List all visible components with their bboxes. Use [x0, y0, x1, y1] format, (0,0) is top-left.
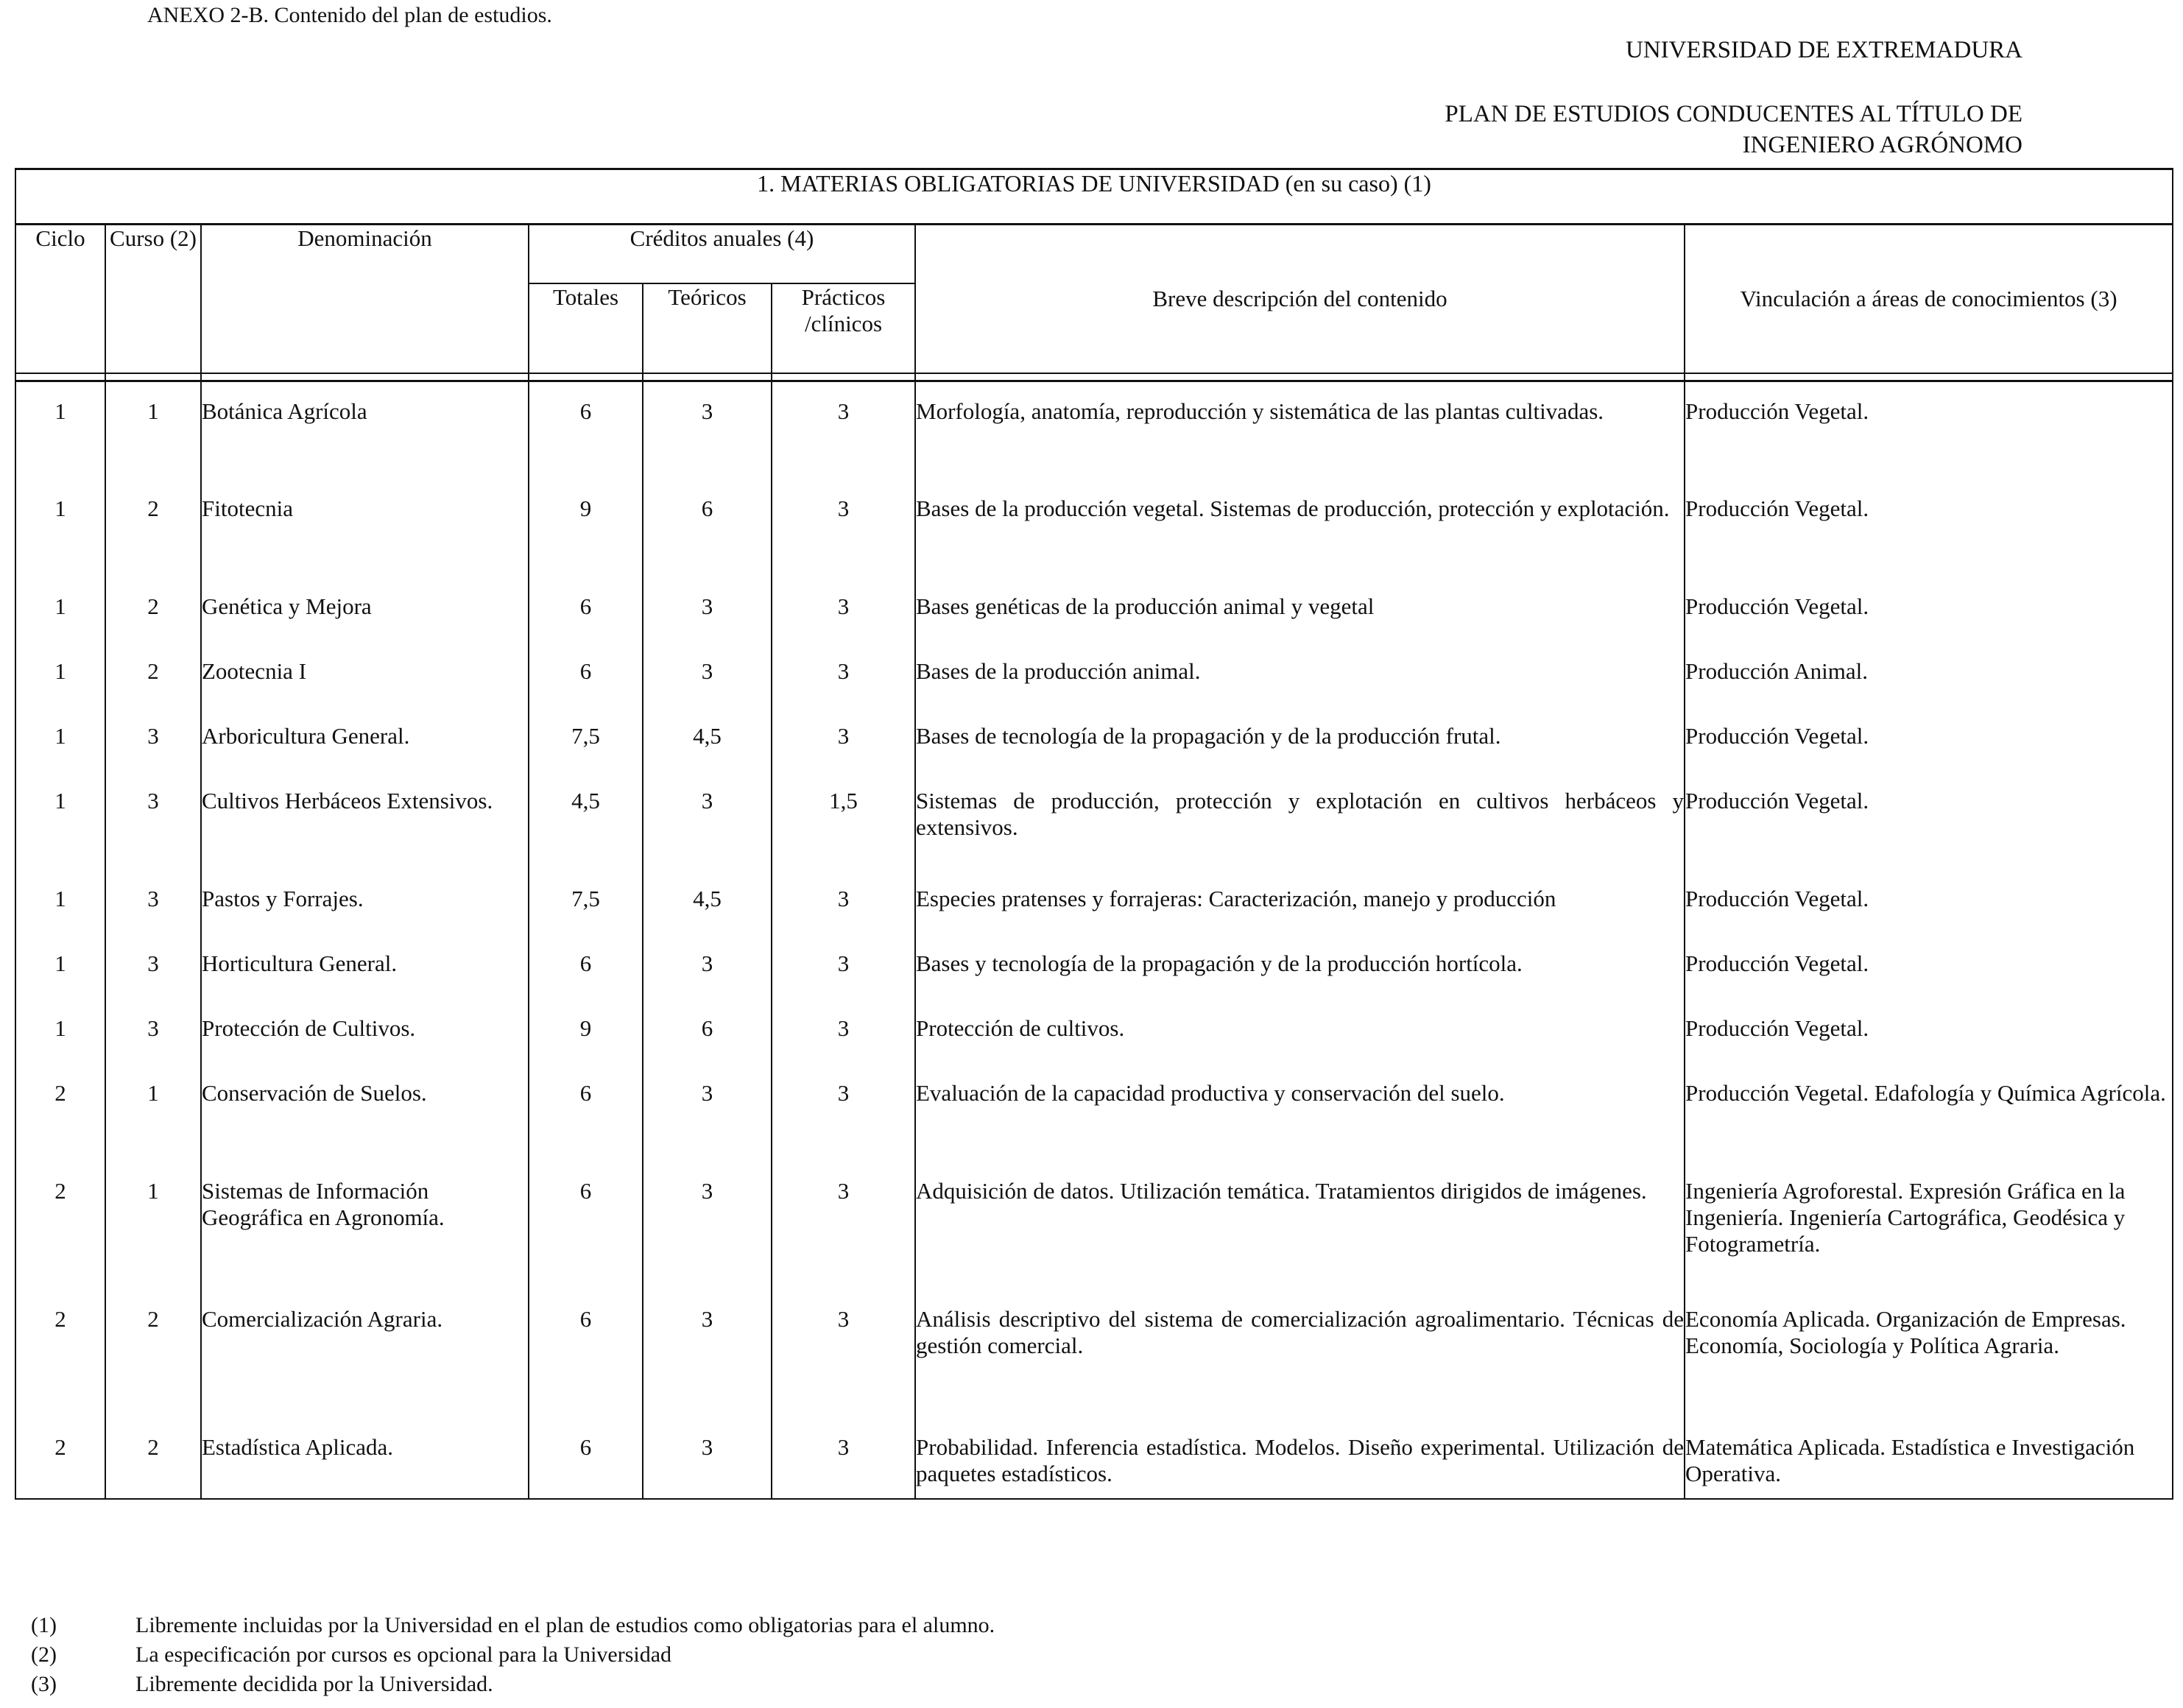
cell-teoricos: 3 — [643, 1290, 772, 1418]
table-title: 1. MATERIAS OBLIGATORIAS DE UNIVERSIDAD (en su caso) (1) — [15, 169, 2173, 225]
cell-teoricos: 6 — [643, 479, 772, 577]
col-teoricos: Teóricos — [643, 283, 772, 373]
col-totales: Totales — [529, 283, 643, 373]
cell-totales: 6 — [529, 934, 643, 999]
cell-curso: 3 — [105, 934, 201, 999]
cell-totales: 4,5 — [529, 772, 643, 869]
cell-vinculacion: Producción Vegetal. — [1685, 707, 2173, 772]
subjects-table — [15, 168, 2173, 1500]
cell-curso: 1 — [105, 1064, 201, 1162]
cell-vinculacion: Producción Vegetal. — [1685, 999, 2173, 1064]
table-row — [15, 1064, 2173, 1162]
cell-ciclo: 2 — [15, 1418, 105, 1499]
cell-denominacion: Pastos y Forrajes. — [201, 869, 529, 934]
table-row — [15, 1418, 2173, 1499]
col-creditos: Créditos anuales (4) — [529, 225, 915, 284]
cell-vinculacion: Matemática Aplicada. Estadística e Investigación Operativa. — [1685, 1418, 2173, 1499]
footnotes — [31, 1611, 995, 1699]
cell-curso: 3 — [105, 999, 201, 1064]
cell-practicos: 3 — [772, 1418, 915, 1499]
cell-ciclo: 1 — [15, 642, 105, 707]
plan-title — [1445, 99, 2022, 160]
cell-practicos: 3 — [772, 869, 915, 934]
table-row — [15, 642, 2173, 707]
cell-teoricos: 3 — [643, 1418, 772, 1499]
cell-descripcion: Especies pratenses y forrajeras: Caracterización, manejo y producción — [915, 869, 1685, 934]
annex-title: ANEXO 2-B. Contenido del plan de estudios. — [147, 3, 552, 27]
cell-ciclo: 1 — [15, 381, 105, 479]
cell-practicos: 3 — [772, 642, 915, 707]
cell-ciclo: 2 — [15, 1064, 105, 1162]
cell-curso: 2 — [105, 1290, 201, 1418]
cell-practicos: 3 — [772, 1064, 915, 1162]
cell-practicos: 1,5 — [772, 772, 915, 869]
cell-descripcion: Bases de tecnología de la propagación y de la producción frutal. — [915, 707, 1685, 772]
cell-totales: 6 — [529, 381, 643, 479]
cell-totales: 7,5 — [529, 869, 643, 934]
cell-vinculacion: Producción Animal. — [1685, 642, 2173, 707]
cell-ciclo: 1 — [15, 934, 105, 999]
cell-denominacion: Genética y Mejora — [201, 577, 529, 642]
cell-vinculacion: Producción Vegetal. — [1685, 381, 2173, 479]
cell-descripcion: Sistemas de producción, protección y explotación en cultivos herbáceos y extensivos. — [915, 772, 1685, 869]
cell-curso: 3 — [105, 772, 201, 869]
cell-curso: 1 — [105, 1162, 201, 1290]
cell-denominacion: Botánica Agrícola — [201, 381, 529, 479]
cell-descripcion: Probabilidad. Inferencia estadística. Modelos. Diseño experimental. Utilización de paquetes estadísticos. — [915, 1418, 1685, 1499]
cell-vinculacion: Producción Vegetal. — [1685, 772, 2173, 869]
cell-totales: 6 — [529, 1418, 643, 1499]
cell-denominacion: Conservación de Suelos. — [201, 1064, 529, 1162]
cell-teoricos: 3 — [643, 772, 772, 869]
cell-ciclo: 2 — [15, 1162, 105, 1290]
table-row — [15, 1290, 2173, 1418]
cell-totales: 7,5 — [529, 707, 643, 772]
plan-title-line1: PLAN DE ESTUDIOS CONDUCENTES AL TÍTULO DE — [1445, 101, 2022, 127]
university-name: UNIVERSIDAD DE EXTREMADURA — [1626, 37, 2022, 63]
cell-practicos: 3 — [772, 934, 915, 999]
cell-practicos: 3 — [772, 999, 915, 1064]
col-ciclo: Ciclo — [15, 225, 105, 374]
cell-teoricos: 3 — [643, 934, 772, 999]
cell-curso: 2 — [105, 577, 201, 642]
footnote: (1) Libremente incluidas por la Universidad en el plan de estudios como obligatorias para el alumno. — [31, 1613, 995, 1637]
cell-vinculacion: Producción Vegetal. — [1685, 869, 2173, 934]
col-descripcion: Breve descripción del contenido — [915, 225, 1685, 374]
cell-vinculacion: Producción Vegetal. — [1685, 577, 2173, 642]
cell-denominacion: Horticultura General. — [201, 934, 529, 999]
table-row — [15, 934, 2173, 999]
cell-totales: 6 — [529, 1162, 643, 1290]
cell-totales: 6 — [529, 1290, 643, 1418]
cell-denominacion: Estadística Aplicada. — [201, 1418, 529, 1499]
cell-teoricos: 4,5 — [643, 869, 772, 934]
cell-denominacion: Comercialización Agraria. — [201, 1290, 529, 1418]
col-vinculacion: Vinculación a áreas de conocimientos (3) — [1685, 225, 2173, 374]
cell-ciclo: 1 — [15, 479, 105, 577]
table-row — [15, 999, 2173, 1064]
cell-teoricos: 3 — [643, 577, 772, 642]
cell-vinculacion: Ingeniería Agroforestal. Expresión Gráfica en la Ingeniería. Ingeniería Cartográfica, Geodésica y Fotogrametría. — [1685, 1162, 2173, 1290]
cell-practicos: 3 — [772, 707, 915, 772]
table-row — [15, 479, 2173, 577]
cell-teoricos: 6 — [643, 999, 772, 1064]
col-curso: Curso (2) — [105, 225, 201, 374]
cell-vinculacion: Producción Vegetal. Edafología y Química Agrícola. — [1685, 1064, 2173, 1162]
table-row — [15, 869, 2173, 934]
cell-ciclo: 1 — [15, 772, 105, 869]
cell-denominacion: Sistemas de Información Geográfica en Agronomía. — [201, 1162, 529, 1290]
cell-denominacion: Cultivos Herbáceos Extensivos. — [201, 772, 529, 869]
cell-teoricos: 4,5 — [643, 707, 772, 772]
cell-vinculacion: Producción Vegetal. — [1685, 479, 2173, 577]
col-practicos: Prácticos /clínicos — [772, 283, 915, 373]
cell-ciclo: 1 — [15, 869, 105, 934]
plan-title-line2: INGENIERO AGRÓNOMO — [1742, 132, 2022, 158]
cell-teoricos: 3 — [643, 1064, 772, 1162]
cell-curso: 2 — [105, 642, 201, 707]
cell-practicos: 3 — [772, 1162, 915, 1290]
cell-curso: 3 — [105, 707, 201, 772]
footnote: (2) La especificación por cursos es opcional para la Universidad — [31, 1642, 672, 1667]
cell-ciclo: 1 — [15, 707, 105, 772]
cell-denominacion: Zootecnia I — [201, 642, 529, 707]
table-row — [15, 772, 2173, 869]
cell-totales: 6 — [529, 642, 643, 707]
cell-teoricos: 3 — [643, 381, 772, 479]
cell-totales: 9 — [529, 999, 643, 1064]
cell-curso: 3 — [105, 869, 201, 934]
cell-descripcion: Bases de la producción animal. — [915, 642, 1685, 707]
cell-vinculacion: Producción Vegetal. — [1685, 934, 2173, 999]
footnote: (3) Libremente decidida por la Universidad. — [31, 1672, 493, 1696]
cell-descripcion: Adquisición de datos. Utilización temática. Tratamientos dirigidos de imágenes. — [915, 1162, 1685, 1290]
cell-curso: 2 — [105, 479, 201, 577]
table-row — [15, 577, 2173, 642]
cell-descripcion: Análisis descriptivo del sistema de comercialización agroalimentario. Técnicas de gestión comercial. — [915, 1290, 1685, 1418]
cell-teoricos: 3 — [643, 642, 772, 707]
cell-totales: 9 — [529, 479, 643, 577]
cell-practicos: 3 — [772, 381, 915, 479]
cell-descripcion: Bases genéticas de la producción animal y vegetal — [915, 577, 1685, 642]
cell-denominacion: Fitotecnia — [201, 479, 529, 577]
cell-descripcion: Morfología, anatomía, reproducción y sistemática de las plantas cultivadas. — [915, 381, 1685, 479]
cell-totales: 6 — [529, 577, 643, 642]
cell-ciclo: 1 — [15, 577, 105, 642]
cell-denominacion: Arboricultura General. — [201, 707, 529, 772]
table-row — [15, 707, 2173, 772]
cell-ciclo: 1 — [15, 999, 105, 1064]
cell-practicos: 3 — [772, 1290, 915, 1418]
cell-descripcion: Bases y tecnología de la propagación y de la producción hortícola. — [915, 934, 1685, 999]
cell-descripcion: Protección de cultivos. — [915, 999, 1685, 1064]
cell-curso: 1 — [105, 381, 201, 479]
cell-totales: 6 — [529, 1064, 643, 1162]
cell-practicos: 3 — [772, 479, 915, 577]
cell-denominacion: Protección de Cultivos. — [201, 999, 529, 1064]
col-denominacion: Denominación — [201, 225, 529, 374]
cell-teoricos: 3 — [643, 1162, 772, 1290]
cell-curso: 2 — [105, 1418, 201, 1499]
cell-descripcion: Bases de la producción vegetal. Sistemas de producción, protección y explotación. — [915, 479, 1685, 577]
table-row — [15, 1162, 2173, 1290]
cell-ciclo: 2 — [15, 1290, 105, 1418]
cell-practicos: 3 — [772, 577, 915, 642]
cell-vinculacion: Economía Aplicada. Organización de Empresas. Economía, Sociología y Política Agraria. — [1685, 1290, 2173, 1418]
cell-descripcion: Evaluación de la capacidad productiva y conservación del suelo. — [915, 1064, 1685, 1162]
table-row — [15, 381, 2173, 479]
